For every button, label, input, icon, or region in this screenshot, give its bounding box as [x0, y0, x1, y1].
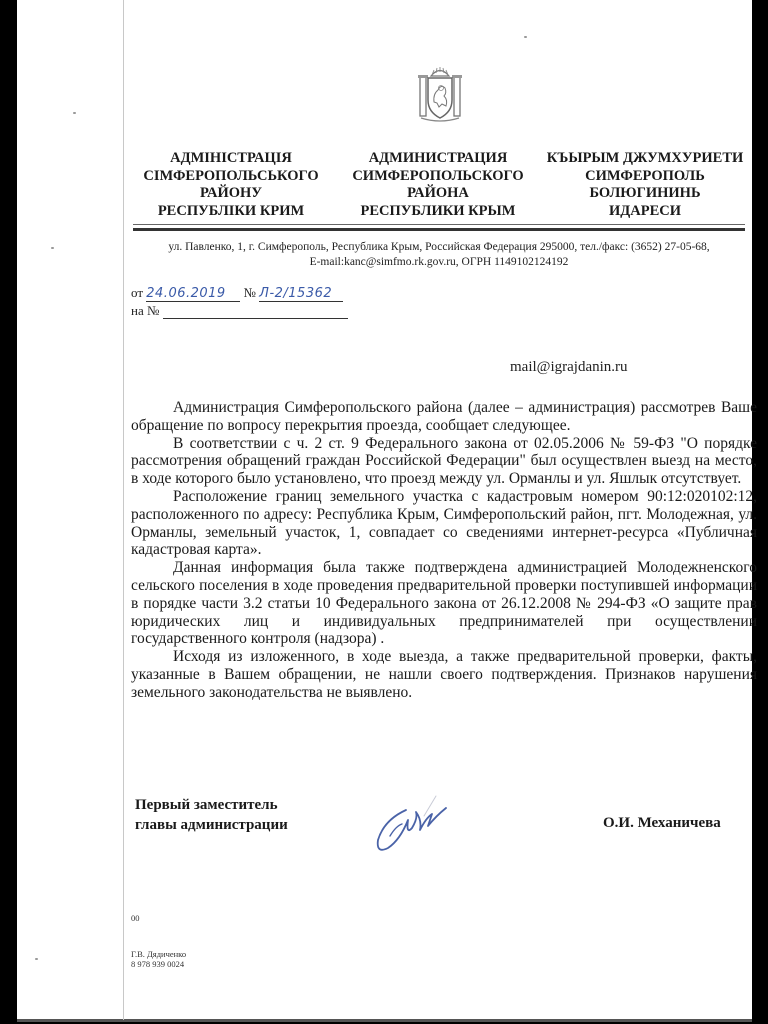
org-line: РЕСПУБЛІКИ КРИМ — [157, 202, 305, 219]
org-line: РАЙОНА — [407, 185, 469, 201]
header-org-russian — [343, 150, 533, 220]
signer-name: О.И. Механичева — [603, 815, 721, 831]
org-line: АДМІНІСТРАЦІЯ — [170, 150, 292, 166]
header-org-crimean-tatar — [545, 150, 745, 220]
org-line: СИМФЕРОПОЛЬ — [585, 167, 705, 184]
org-line: РЕСПУБЛИКИ КРЫМ — [360, 202, 516, 219]
incoming-reference — [131, 303, 348, 319]
scan-speck — [35, 958, 38, 960]
page-fold-line — [123, 0, 124, 1020]
outgoing-number: Л-2/15362 — [259, 286, 333, 301]
org-line: СИМФЕРОПОЛЬСКОГО — [352, 167, 524, 184]
executor-phone: 8 978 939 0024 — [131, 959, 185, 969]
recipient-email: mail@igrajdanin.ru — [510, 359, 628, 375]
body-paragraph: Расположение границ земельного участка с кадастровым номером 90:12:020102:12, расположенного по адресу: Республика Крым, Симферопольский район, пгт. Молодежная, ул. Орманлы, земельный участок, 1, совпадает со сведениями интернет-ресурса «Публичная кадастровая карта». — [131, 487, 757, 559]
executor-name: Г.В. Дядиченко — [131, 949, 187, 959]
scan-border-left — [0, 0, 17, 1024]
address-line: ул. Павленко, 1, г. Симферополь, Республика Крым, Российская Федерация 295000, тел./факс: (3652) 27-05-68, — [168, 241, 710, 253]
org-line: СІМФЕРОПОЛЬСЬКОГО — [143, 167, 319, 184]
from-label: от — [131, 285, 144, 300]
scan-speck — [524, 36, 527, 38]
letter-body — [131, 399, 757, 702]
outgoing-reference — [131, 285, 343, 302]
body-paragraph: Данная информация была также подтверждена администрацией Молодежненского сельского поселения в ходе проведения предварительной проверки поступившей информации в порядке части 3.2 статьи 10 Федерального закона от 26.12.2008 № 294-ФЗ «О защите прав юридических лиц и индивидуальных предпринимателей при осуществлении государственного контроля (надзора) . — [131, 559, 757, 648]
body-paragraph: Администрация Симферопольского района (далее – администрация) рассмотрев Ваше обращение по вопросу перекрытия проезда, сообщает следующее. — [131, 399, 757, 434]
reply-to-field — [163, 305, 348, 319]
body-paragraph: В соответствии с ч. 2 ст. 9 Федерального закона от 02.05.2006 № 59-ФЗ "О порядке рассмотрения обращений граждан Российской Федерации" был осуществлен выезд на место, в ходе которого было установлено, что проезд между ул. Орманлы и ул. Яшлык отсутствует. — [131, 434, 757, 488]
handwritten-signature-icon — [366, 790, 466, 860]
outgoing-date: 24.06.2019 — [146, 286, 226, 301]
crimea-coat-of-arms-icon — [417, 66, 463, 124]
header-org-ukrainian — [136, 150, 326, 220]
signer-title — [135, 795, 288, 835]
org-line: АДМИНИСТРАЦИЯ — [368, 150, 508, 166]
org-address — [133, 240, 745, 270]
reply-to-label: на № — [131, 303, 160, 318]
org-line: ИДАРЕСИ — [608, 202, 681, 219]
scan-speck — [73, 112, 76, 114]
address-line: E-mail:kanc@simfmo.rk.gov.ru, ОГРН 1149102124192 — [309, 256, 569, 268]
header-divider-thin — [133, 224, 745, 225]
scan-speck — [51, 247, 54, 249]
signer-title-line: главы администрации — [135, 817, 288, 833]
org-line: БОЛЮГИНИНЬ — [589, 185, 701, 201]
signer-title-line: Первый заместитель — [135, 797, 278, 813]
org-line: КЪЫРЫМ ДЖУМХУРИЕТИ — [546, 150, 744, 166]
number-label: № — [243, 285, 256, 300]
body-paragraph: Исходя из изложенного, в ходе выезда, а также предварительной проверки, факты, указанные в Вашем обращении, не нашли своего подтверждения. Признаков нарушения земельного законодательства не выявлено. — [131, 648, 757, 701]
org-line: РАЙОНУ — [200, 185, 262, 201]
header-divider-thick — [133, 228, 745, 231]
footer-code: 00 — [131, 913, 140, 923]
